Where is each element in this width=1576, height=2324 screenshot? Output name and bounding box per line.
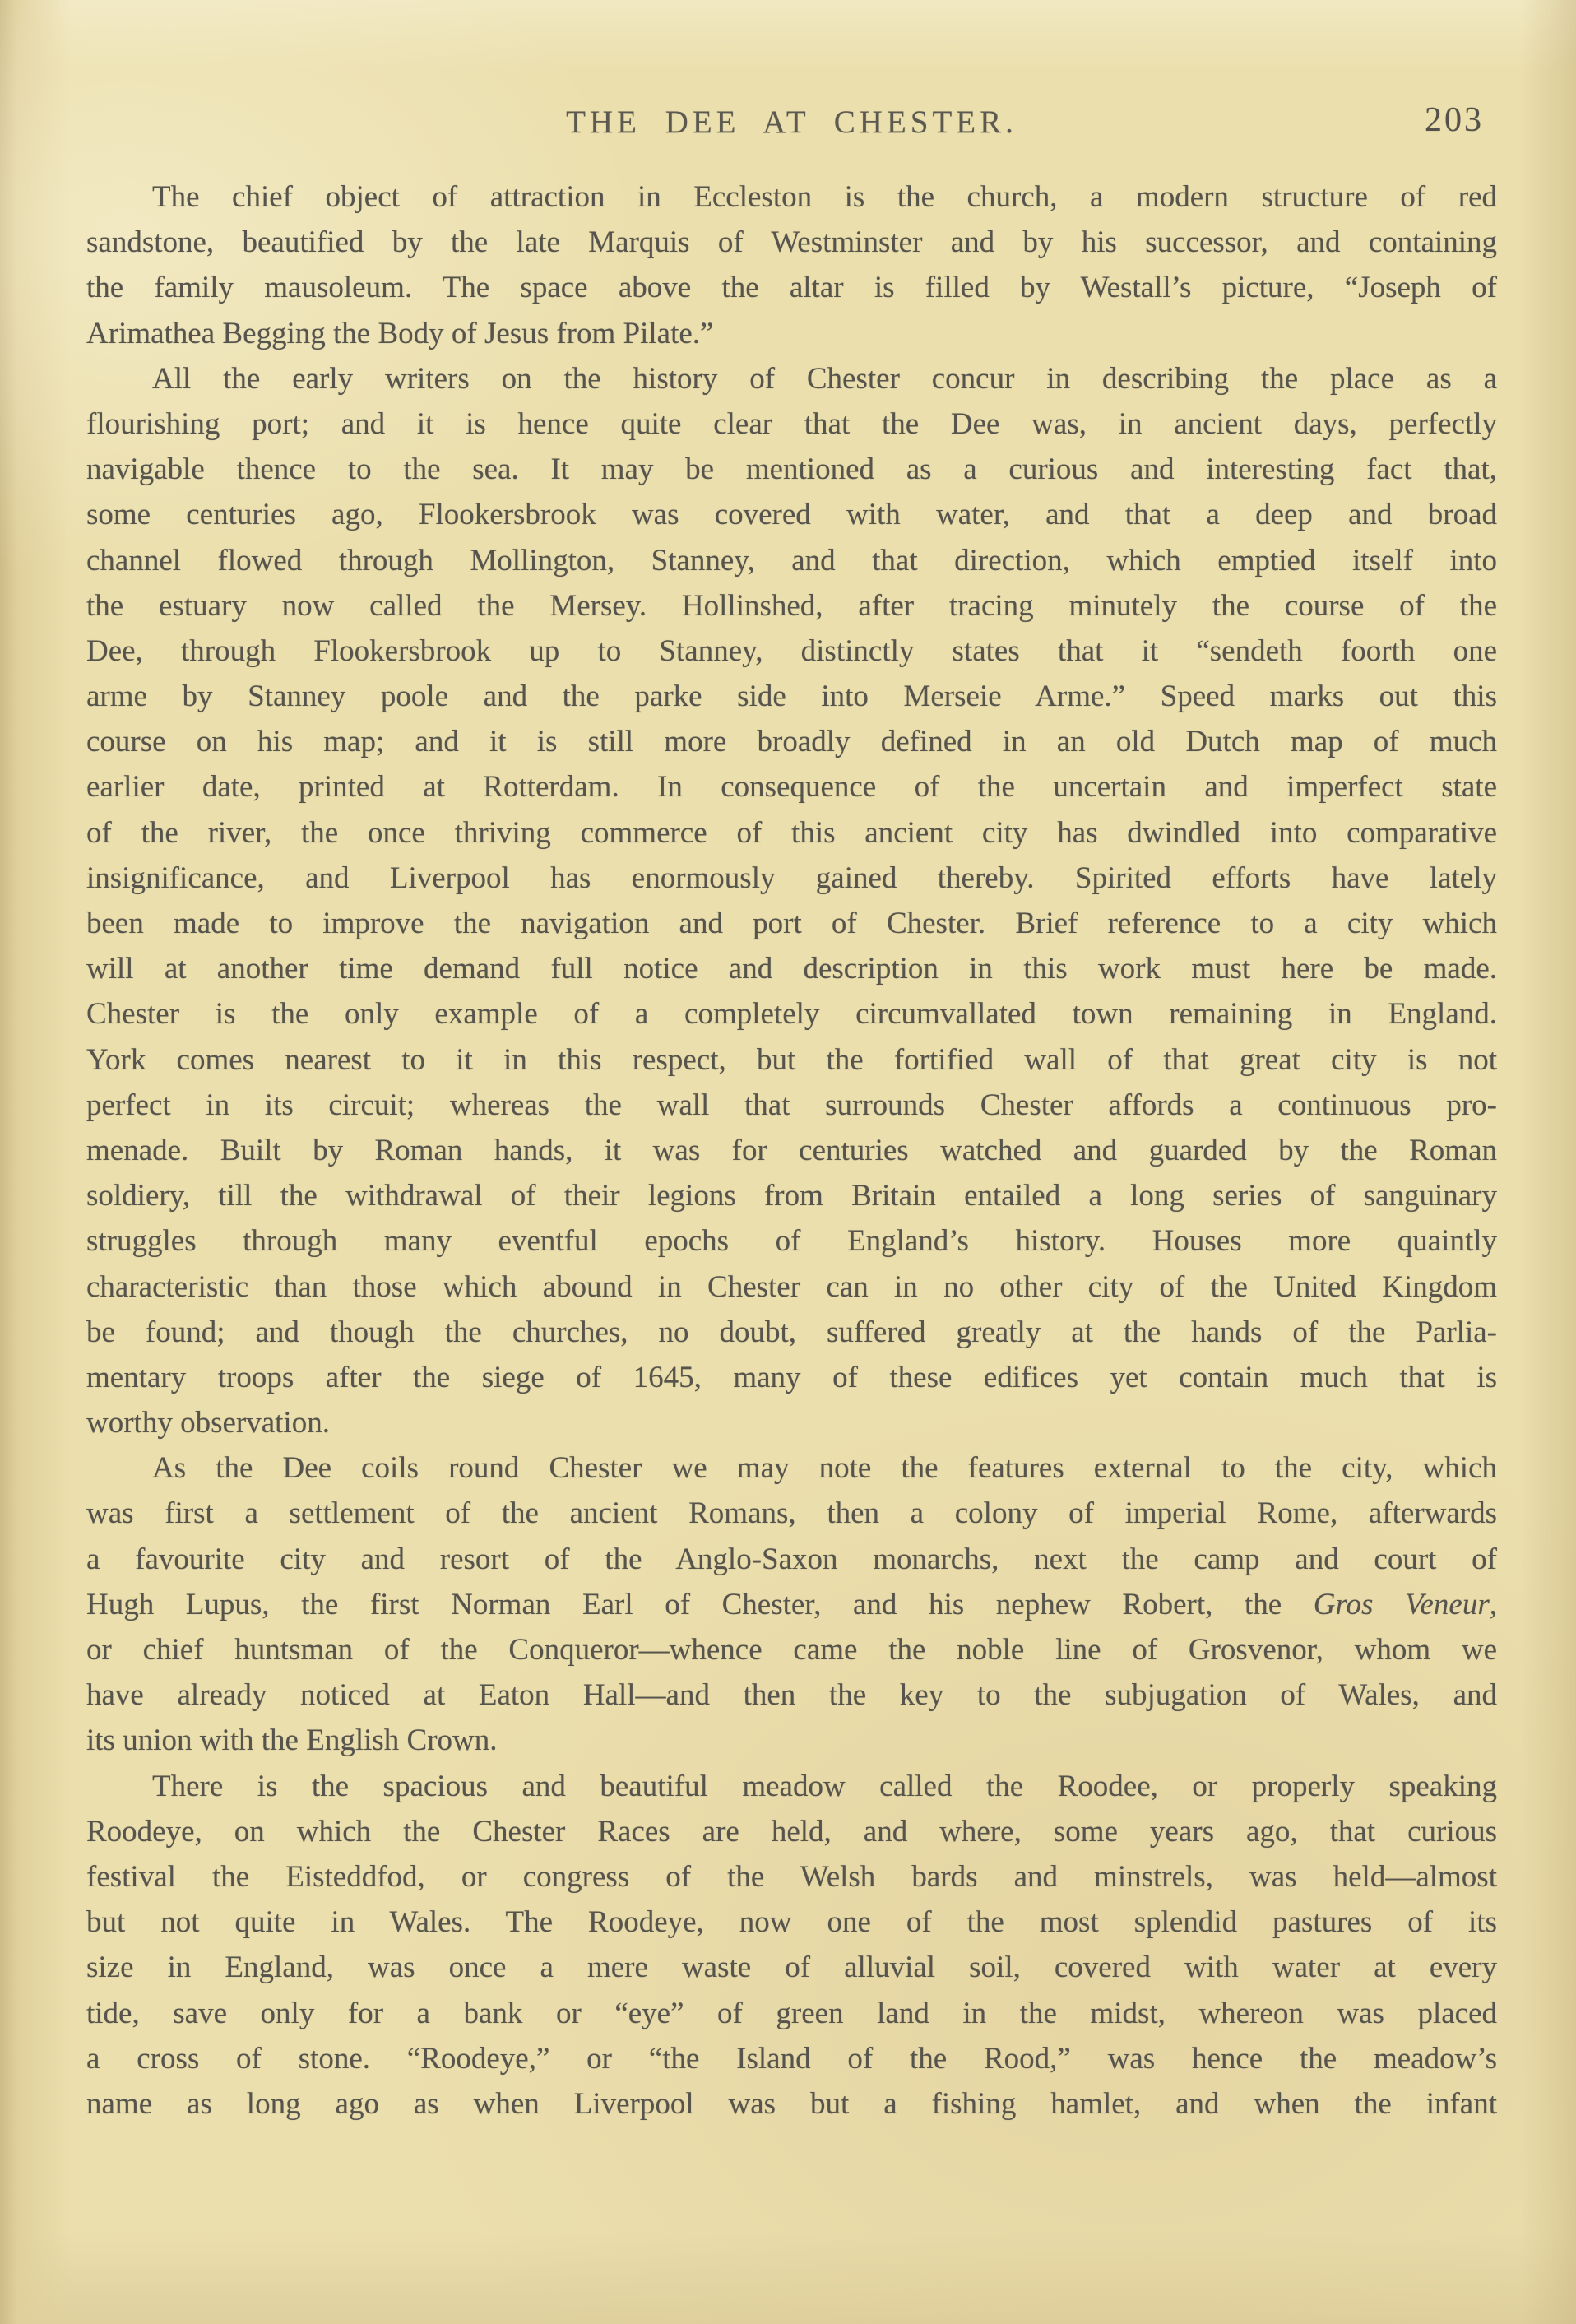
text-line: As the Dee coils round Chester we may note the features external to the city, which [152, 1451, 1497, 1486]
text-line: the estuary now called the Mersey. Hollinshed, after tracing minutely the course of the [86, 588, 1497, 623]
text-line: Dee, through Flookersbrook up to Stanney, distinctly states that it “sendeth foorth one [86, 633, 1497, 668]
text-line: Arimathea Begging the Body of Jesus from Pilate.” [86, 316, 714, 350]
text-line: of the river, the once thriving commerce of this ancient city has dwindled into comparative [86, 815, 1497, 850]
text-line: menade. Built by Roman hands, it was for centuries watched and guarded by the Roman [86, 1133, 1497, 1167]
text-line: a cross of stone. “Roodeye,” or “the Island of the Rood,” was hence the meadow’s [86, 2041, 1497, 2076]
text-segment: , [1489, 1587, 1497, 1621]
text-line: course on his map; and it is still more broadly defined in an old Dutch map of much [86, 725, 1497, 759]
text-line: soldiery, till the withdrawal of their legions from Britain entailed a long series of sanguinary [86, 1179, 1497, 1213]
text-line: been made to improve the navigation and port of Chester. Brief reference to a city which [86, 907, 1497, 940]
text-line: earlier date, printed at Rotterdam. In consequence of the uncertain and imperfect state [86, 770, 1497, 805]
text-line: a favourite city and resort of the Anglo-Saxon monarchs, next the camp and court of [86, 1542, 1497, 1576]
text-line: will at another time demand full notice and description in this work must here be made. [86, 952, 1497, 986]
text-line: sandstone, beautified by the late Marquis of Westminster and by his successor, and containing [86, 225, 1497, 260]
text-line: flourishing port; and it is hence quite clear that the Dee was, in ancient days, perfectly [86, 406, 1497, 441]
text-line: but not quite in Wales. The Roodeye, now one of the most splendid pastures of its [86, 1905, 1497, 1940]
text-line: some centuries ago, Flookersbrook was covered with water, and that a deep and broad [86, 498, 1497, 532]
text-line: its union with the English Crown. [86, 1723, 498, 1758]
text-line: arme by Stanney poole and the parke side into Merseie Arme.” Speed marks out this [86, 680, 1497, 714]
text-line: There is the spacious and beautiful meadow called the Roodee, or properly speaking [152, 1769, 1497, 1803]
text-line: the family mausoleum. The space above the altar is filled by Westall’s picture, “Joseph of [86, 271, 1497, 305]
text-line: characteristic than those which abound in Chester can in no other city of the United Kingdom [86, 1269, 1497, 1304]
text-line: mentary troops after the siege of 1645, many of these edifices yet contain much that is [86, 1360, 1497, 1394]
text-line: York comes nearest to it in this respect, but the fortified wall of that great city is not [86, 1042, 1497, 1077]
text-line: Chester is the only example of a completely circumvallated town remaining in England. [86, 997, 1497, 1032]
text-line: insignificance, and Liverpool has enormously gained thereby. Spirited efforts have lately [86, 860, 1497, 895]
text-line: navigable thence to the sea. It may be mentioned as a curious and interesting fact that, [86, 452, 1497, 487]
text-line: or chief huntsman of the Conqueror—whence came the noble line of Grosvenor, whom we [86, 1633, 1497, 1667]
text-line: The chief object of attraction in Eccleston is the church, a modern structure of red [152, 180, 1497, 214]
page-body [86, 174, 1497, 2127]
text-line: be found; and though the churches, no doubt, suffered greatly at the hands of the Parlia- [86, 1315, 1497, 1349]
running-title: THE DEE AT CHESTER. [566, 104, 1017, 140]
text-line: size in England, was once a mere waste of alluvial soil, covered with water at every [86, 1951, 1497, 1985]
italic-phrase: Gros Veneur [1313, 1587, 1490, 1621]
text-segment: Hugh Lupus, the first Norman Earl of Chester, and his nephew Robert, the [86, 1587, 1314, 1621]
text-line: tide, save only for a bank or “eye” of green land in the midst, whereon was placed [86, 1996, 1497, 2030]
text-line: worthy observation. [86, 1406, 330, 1440]
text-line [86, 1582, 1497, 1627]
page-header [86, 101, 1497, 146]
text-line: festival the Eisteddfod, or congress of the Welsh bards and minstrels, was held—almost [86, 1859, 1497, 1894]
text-line: channel flowed through Mollington, Stanney, and that direction, which emptied itself into [86, 543, 1497, 578]
text-line: Roodeye, on which the Chester Races are held, and where, some years ago, that curious [86, 1814, 1497, 1849]
text-line: All the early writers on the history of Chester concur in describing the place as a [152, 361, 1497, 396]
text-line: was first a settlement of the ancient Romans, then a colony of imperial Rome, afterwards [86, 1496, 1497, 1531]
page-number: 203 [1425, 101, 1484, 139]
text-line: struggles through many eventful epochs of England’s history. Houses more quaintly [86, 1224, 1497, 1259]
text-line: perfect in its circuit; whereas the wall that surrounds Chester affords a continuous pro- [86, 1088, 1497, 1122]
text-line: have already noticed at Eaton Hall—and then the key to the subjugation of Wales, and [86, 1678, 1497, 1713]
text-line: name as long ago as when Liverpool was but a fishing hamlet, and when the infant [86, 2086, 1497, 2121]
